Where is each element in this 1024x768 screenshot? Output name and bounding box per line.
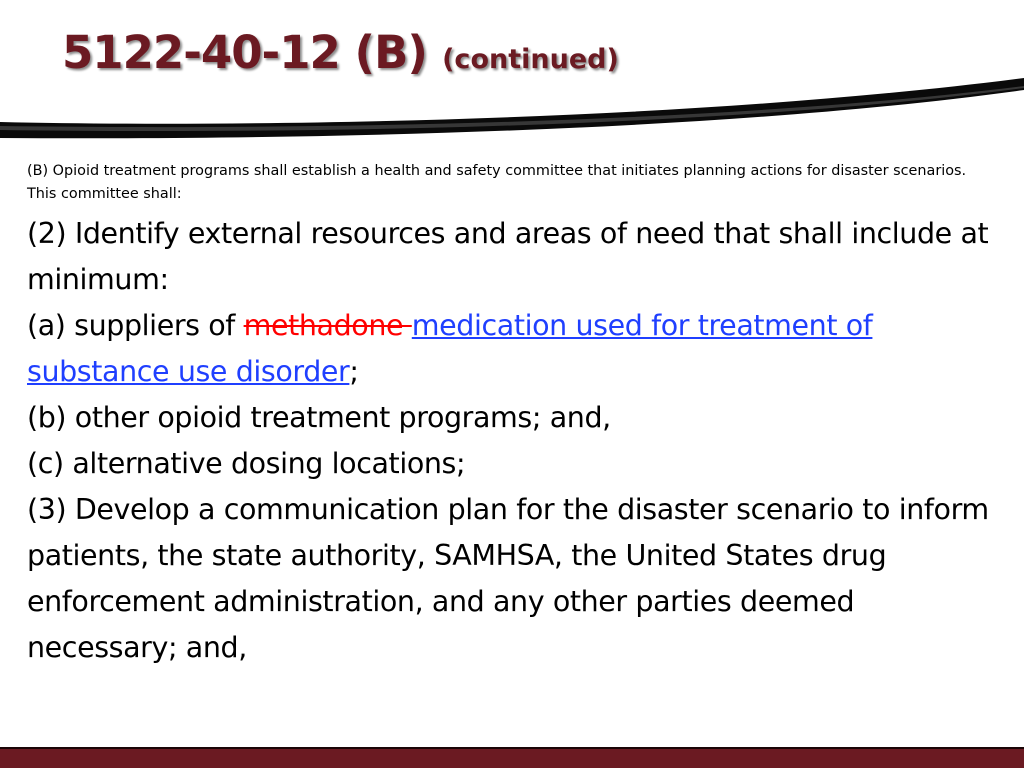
slide-title [62,26,619,79]
item-a-prefix: (a) suppliers of [27,309,244,342]
item-c-text: (c) alternative dosing locations; [27,447,466,480]
item-a-text [27,303,992,395]
footer-bar [0,747,1024,768]
item-3-text: (3) Develop a communication plan for the disaster scenario to inform patients, the state authority, SAMHSA, the United States drug enforcement administration, and any other parties deemed necessary; and, [27,493,989,664]
header-swoosh-decoration [0,76,1024,146]
slide-body [27,160,992,671]
item-2-text: (2) Identify external resources and areas of need that shall include at minimum: [27,217,989,296]
item-b-text: (b) other opioid treatment programs; and, [27,401,611,434]
item-a-suffix: ; [349,355,359,388]
item-a-deleted-text: methadone [243,309,412,342]
slide-title-continued: (continued) [442,44,619,75]
slide-title-main: 5122-40-12 (B) [62,26,427,79]
intro-text: (B) Opioid treatment programs shall establish a health and safety committee that initiates planning actions for disaster scenarios. This committee shall: [27,163,967,202]
item-a-inserted-text: medication used for treatment of substance use disorder [27,309,873,388]
